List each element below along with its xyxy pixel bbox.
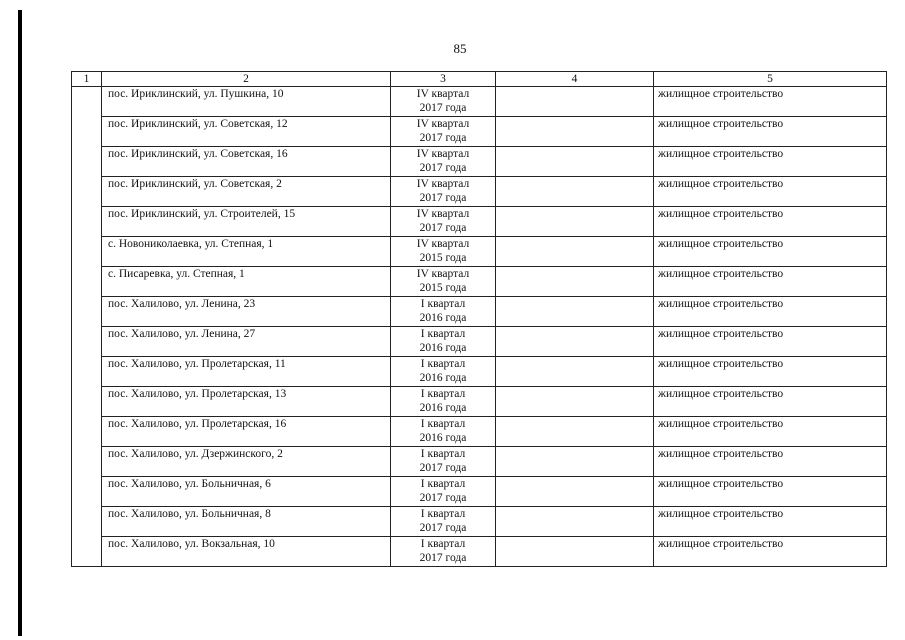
term-year: 2017 года: [419, 552, 467, 564]
table-row: [72, 207, 887, 237]
term-cell: [391, 537, 496, 567]
term-cell: [391, 207, 496, 237]
column-4-cell: [496, 327, 654, 357]
term-year: 2017 года: [419, 222, 467, 234]
purpose-cell: жилищное строительство: [654, 177, 887, 207]
row-number-cell: [72, 177, 102, 207]
term-year: 2017 года: [419, 522, 467, 534]
term-quarter: IV квартал: [416, 208, 470, 220]
term-year: 2015 года: [419, 252, 467, 264]
purpose-cell: жилищное строительство: [654, 387, 887, 417]
term-quarter: IV квартал: [416, 178, 470, 190]
table-row: [72, 477, 887, 507]
purpose-cell: жилищное строительство: [654, 297, 887, 327]
table-row: [72, 147, 887, 177]
header-cell-1: 1: [72, 72, 102, 87]
term-cell: [391, 507, 496, 537]
table-row: [72, 447, 887, 477]
term-quarter: I квартал: [420, 298, 466, 310]
term-quarter: I квартал: [420, 328, 466, 340]
purpose-cell: жилищное строительство: [654, 87, 887, 117]
address-cell: с. Писаревка, ул. Степная, 1: [102, 267, 391, 297]
term-quarter: I квартал: [420, 538, 466, 550]
term-cell: [391, 357, 496, 387]
term-cell: [391, 387, 496, 417]
column-4-cell: [496, 117, 654, 147]
term-cell: [391, 177, 496, 207]
address-cell: пос. Ириклинский, ул. Советская, 12: [102, 117, 391, 147]
column-4-cell: [496, 447, 654, 477]
purpose-cell: жилищное строительство: [654, 147, 887, 177]
term-year: 2016 года: [419, 432, 467, 444]
address-cell: пос. Ириклинский, ул. Советская, 16: [102, 147, 391, 177]
term-quarter: I квартал: [420, 418, 466, 430]
term-cell: [391, 297, 496, 327]
table-row: [72, 267, 887, 297]
row-number-cell: [72, 237, 102, 267]
term-quarter: I квартал: [420, 448, 466, 460]
term-year: 2016 года: [419, 402, 467, 414]
row-number-cell: [72, 387, 102, 417]
address-cell: пос. Халилово, ул. Пролетарская, 13: [102, 387, 391, 417]
purpose-cell: жилищное строительство: [654, 267, 887, 297]
table-header-row: [72, 72, 887, 87]
row-number-cell: [72, 447, 102, 477]
term-quarter: I квартал: [420, 478, 466, 490]
purpose-cell: жилищное строительство: [654, 417, 887, 447]
column-4-cell: [496, 537, 654, 567]
term-quarter: I квартал: [420, 388, 466, 400]
purpose-cell: жилищное строительство: [654, 477, 887, 507]
header-cell-4: 4: [496, 72, 654, 87]
binding-edge-bar: [18, 10, 22, 636]
term-cell: [391, 417, 496, 447]
term-quarter: I квартал: [420, 508, 466, 520]
term-cell: [391, 147, 496, 177]
row-number-cell: [72, 327, 102, 357]
column-4-cell: [496, 147, 654, 177]
table-row: [72, 237, 887, 267]
row-number-cell: [72, 87, 102, 117]
term-cell: [391, 117, 496, 147]
column-4-cell: [496, 477, 654, 507]
address-cell: пос. Халилово, ул. Пролетарская, 11: [102, 357, 391, 387]
table-row: [72, 417, 887, 447]
term-cell: [391, 237, 496, 267]
term-cell: [391, 87, 496, 117]
term-year: 2017 года: [419, 102, 467, 114]
table-row: [72, 537, 887, 567]
column-4-cell: [496, 237, 654, 267]
table-row: [72, 177, 887, 207]
term-quarter: IV квартал: [416, 118, 470, 130]
address-cell: пос. Халилово, ул. Ленина, 23: [102, 297, 391, 327]
address-cell: пос. Халилово, ул. Больничная, 8: [102, 507, 391, 537]
row-number-cell: [72, 417, 102, 447]
row-number-cell: [72, 297, 102, 327]
term-cell: [391, 267, 496, 297]
address-cell: пос. Халилово, ул. Ленина, 27: [102, 327, 391, 357]
term-cell: [391, 447, 496, 477]
term-year: 2017 года: [419, 162, 467, 174]
term-year: 2017 года: [419, 492, 467, 504]
term-year: 2017 года: [419, 192, 467, 204]
term-quarter: IV квартал: [416, 238, 470, 250]
column-4-cell: [496, 267, 654, 297]
purpose-cell: жилищное строительство: [654, 207, 887, 237]
row-number-cell: [72, 117, 102, 147]
address-cell: пос. Халилово, ул. Пролетарская, 16: [102, 417, 391, 447]
row-number-cell: [72, 267, 102, 297]
column-4-cell: [496, 207, 654, 237]
row-number-cell: [72, 477, 102, 507]
table-row: [72, 387, 887, 417]
table-row: [72, 117, 887, 147]
purpose-cell: жилищное строительство: [654, 507, 887, 537]
term-year: 2016 года: [419, 342, 467, 354]
term-cell: [391, 477, 496, 507]
column-4-cell: [496, 357, 654, 387]
purpose-cell: жилищное строительство: [654, 237, 887, 267]
column-4-cell: [496, 387, 654, 417]
table-row: [72, 507, 887, 537]
term-year: 2015 года: [419, 282, 467, 294]
term-quarter: IV квартал: [416, 88, 470, 100]
address-cell: с. Новониколаевка, ул. Степная, 1: [102, 237, 391, 267]
term-year: 2016 года: [419, 312, 467, 324]
column-4-cell: [496, 297, 654, 327]
term-quarter: IV квартал: [416, 148, 470, 160]
purpose-cell: жилищное строительство: [654, 357, 887, 387]
land-plots-table: [71, 71, 887, 567]
table-row: [72, 87, 887, 117]
term-year: 2017 года: [419, 462, 467, 474]
address-cell: пос. Халилово, ул. Дзержинского, 2: [102, 447, 391, 477]
header-cell-5: 5: [654, 72, 887, 87]
address-cell: пос. Ириклинский, ул. Советская, 2: [102, 177, 391, 207]
address-cell: пос. Халилово, ул. Больничная, 6: [102, 477, 391, 507]
column-4-cell: [496, 177, 654, 207]
page-number: 85: [453, 41, 467, 56]
term-year: 2017 года: [419, 132, 467, 144]
row-number-cell: [72, 507, 102, 537]
term-year: 2016 года: [419, 372, 467, 384]
table-row: [72, 297, 887, 327]
column-4-cell: [496, 507, 654, 537]
purpose-cell: жилищное строительство: [654, 327, 887, 357]
address-cell: пос. Ириклинский, ул. Пушкина, 10: [102, 87, 391, 117]
row-number-cell: [72, 207, 102, 237]
row-number-cell: [72, 357, 102, 387]
column-4-cell: [496, 417, 654, 447]
row-number-cell: [72, 147, 102, 177]
row-number-cell: [72, 537, 102, 567]
purpose-cell: жилищное строительство: [654, 537, 887, 567]
header-cell-3: 3: [391, 72, 496, 87]
header-cell-2: 2: [102, 72, 391, 87]
table-row: [72, 357, 887, 387]
term-cell: [391, 327, 496, 357]
table-row: [72, 327, 887, 357]
address-cell: пос. Ириклинский, ул. Строителей, 15: [102, 207, 391, 237]
table-body: [72, 72, 887, 567]
term-quarter: I квартал: [420, 358, 466, 370]
term-quarter: IV квартал: [416, 268, 470, 280]
purpose-cell: жилищное строительство: [654, 117, 887, 147]
column-4-cell: [496, 87, 654, 117]
purpose-cell: жилищное строительство: [654, 447, 887, 477]
address-cell: пос. Халилово, ул. Вокзальная, 10: [102, 537, 391, 567]
